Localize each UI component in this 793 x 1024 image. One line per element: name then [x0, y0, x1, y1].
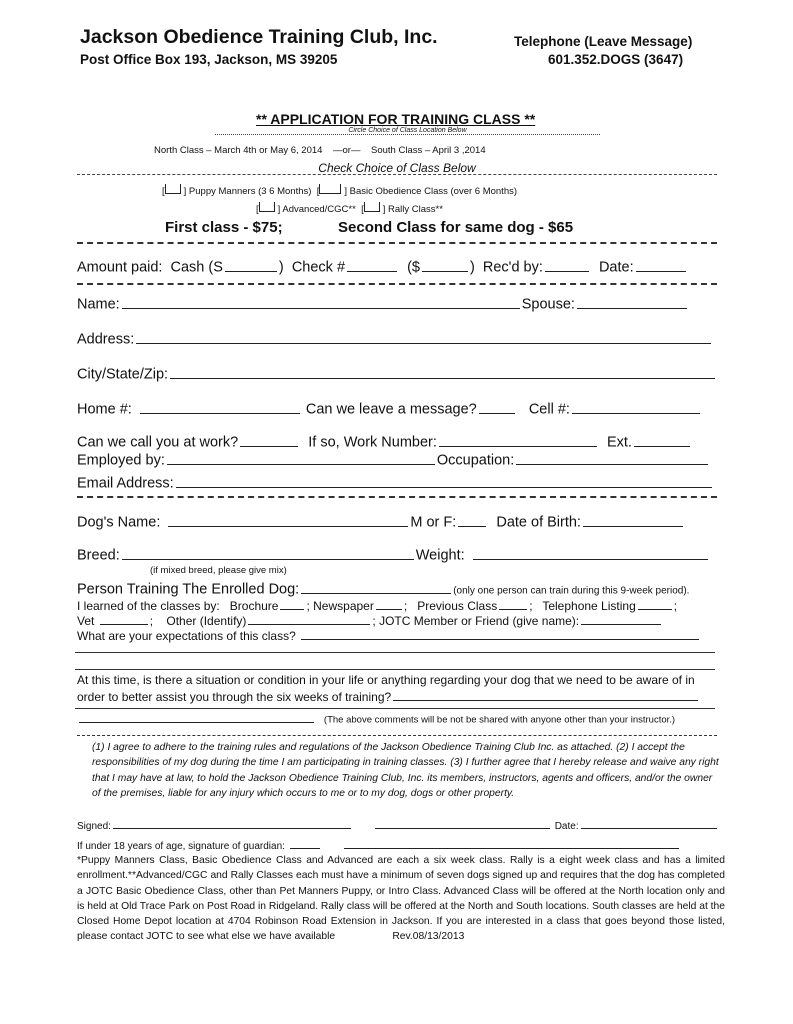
city-field[interactable]	[170, 363, 715, 379]
weight-field[interactable]	[473, 544, 708, 560]
north-class[interactable]: North Class – March 4th or May 6, 2014	[154, 145, 323, 156]
breed-label: Breed:	[77, 547, 120, 564]
cell-label: Cell #:	[528, 401, 570, 418]
org-address: Post Office Box 193, Jackson, MS 39205	[80, 52, 338, 67]
telephone-listing-field[interactable]	[638, 597, 672, 610]
class-options-row-2	[256, 202, 443, 215]
ext-label: Ext.	[606, 434, 632, 451]
guardian-signature-field[interactable]	[344, 838, 679, 849]
expectations-line-3[interactable]	[75, 669, 715, 670]
guardian-label: If under 18 years of age, signature of guardian:	[77, 841, 285, 852]
checkbox-puppy-manners[interactable]: [ ]	[162, 186, 187, 197]
trainer-label: Person Training The Enrolled Dog:	[77, 581, 300, 598]
learned-label: I learned of the classes by:	[77, 599, 220, 613]
advanced-label: Advanced/CGC**	[282, 204, 356, 215]
sex-label: M or F:	[410, 514, 457, 531]
sex-field[interactable]	[458, 511, 486, 527]
email-field[interactable]	[176, 472, 712, 488]
footnote-text: *Puppy Manners Class, Basic Obedience Class and Advanced are each a six week class. Rally is a eight week class and has a limited enrollment.**Advanced/CGC and Rally Classes each must have a minimum of seven dogs signed up and requires that the dog has completed a JOTC Basic Obedience Class, other than Pet Manners Puppy, or Intro Class. Advanced Class will be offered at the North location only and is held at Old Trace Park on Post Road in Ridgeland. Rally class will be offered at the North and South locations. South classes are held at the Closed Home Depot location at 4704 Robinson Road Extension in Jackson. If you are interested in a class that goes beyond those listed, please contact JOTC to see what else we have available	[77, 855, 725, 943]
call-work-label: Can we call you at work?	[77, 434, 239, 451]
city-label: City/State/Zip:	[77, 366, 169, 383]
trainer-field[interactable]	[301, 578, 451, 594]
newspaper-field[interactable]	[376, 597, 402, 610]
email-label: Email Address:	[77, 475, 174, 492]
cell-field[interactable]	[572, 398, 700, 414]
brochure-label: Brochure	[229, 599, 279, 613]
revision-date: Rev.08/13/2013	[392, 931, 465, 943]
check-number-field[interactable]	[347, 256, 397, 272]
class-locations	[154, 145, 486, 156]
application-form: Jackson Obedience Training Club, Inc. Post Office Box 193, Jackson, MS 39205 Telephone (Leave Message) 601.352.DOGS (3647) ** APPLICATION FOR TRAINING CLASS ** Circle Choice of Class Location Below North Class – March 4th or May 6, 2014 —or— South Class – April 3 ,2014 Check Choice of Class Below [ ] Puppy Manners (3 6 Months) [ ] Basic Obedience Class (over 6 Months) [ ] Advanced/CGC** [ ] Rally Class** First class - $75; Second Class for same dog - $65 Amount paid: Cash (S ) Check # ($ ) Rec'd by: Date: Name: Spouse: Address: City/State/Zip: Home #: Can we leave a message? Cell #: Can we call you at work? If so, Work Number: Ext. Employed by: Occupation: Email Address: Dog's Name: M or F: Date of Birth: Breed: Weight: (if mixed breed, please give mix) Person Training The Enrolled Dog: (only one person can train during this 9-week period). I learned of the classes by: Brochure ; Newspaper ; Previous Class ; Telephone Listing ; Vet ; Other (Identify) ; JOTC Member or Friend (give name): What are your expectations of this class? At this time, is there a situation or condition in your life or anything regarding your dog that we need to be aware of in order to better assist you through the six weeks of training? (The above comments will be not be shared with anyone other than your instructor.) (1) I agree to adhere to the training rules and regulations of the Jackson Obedience Training Club Inc. as attached. (2) I accept the responsibilities of my dog during the time I am participating in training classes. (3) I further agree that I hereby release and waive any right that I may have at law, to hold the Jackson Obedience Training Club, Inc. its members, instructors, agents and officers, and/or the owner of the premises, liable for any injury which occurs to me or to my dog, dogs or other property. Signed: Date: If under 18 years of age, signature of guardian: *Puppy Manners Class, Basic Obedience Class and Advanced are each a six week class. Rally is a eight week class and has a limited enrollment.**Advanced/CGC and Rally Classes each must have a minimum of seven dogs signed up and requires that the dog has completed a JOTC Basic Obedience Class, other than Pet Manners Puppy, or Intro Class. Advanced Class will be offered at the North location only and is held at Old Trace Park on Post Road in Ridgeland. Rally class will be offered at the North and South locations. South classes are held at the Closed Home Depot location at 4704 Robinson Road Extension in Jackson. If you are interested in a class that goes beyond those listed, please contact JOTC to see what else we have available Rev.08/13/2013	[0, 0, 793, 1024]
previous-class-field[interactable]	[499, 597, 527, 610]
expectations-field[interactable]	[301, 627, 699, 640]
dog-name-label: Dog's Name:	[77, 514, 161, 531]
checkbox-rally[interactable]: [ ]	[361, 204, 386, 215]
check-amount-field[interactable]	[422, 256, 468, 272]
situation-question-2: order to better assist you through the six weeks of training?	[77, 690, 392, 704]
leave-message-label: Can we leave a message?	[305, 401, 477, 418]
employed-field[interactable]	[167, 449, 435, 465]
call-work-field[interactable]	[240, 431, 298, 447]
dob-label: Date of Birth:	[496, 514, 581, 531]
agreement-text: (1) I agree to adhere to the training rules and regulations of the Jackson Obedience Training Club Inc. as attached. (2) I accept the responsibilities of my dog during the time I am participating in training classes. (3) I further agree that I hereby release and waive any right that I may have at law, to hold the Jackson Obedience Training Club, Inc. its members, instructors, agents and officers, and/or the owner of the premises, liable for any injury which occurs to me or to my dog, dogs or other property.	[92, 742, 719, 799]
rally-label: Rally Class**	[388, 204, 443, 215]
dog-name-field[interactable]	[168, 511, 408, 527]
employed-label: Employed by:	[77, 452, 165, 469]
other-field[interactable]	[248, 612, 370, 625]
weight-label: Weight:	[415, 547, 465, 564]
puppy-manners-label: Puppy Manners (3 6 Months)	[188, 186, 312, 197]
address-field[interactable]	[136, 328, 711, 344]
vet-label: Vet	[77, 614, 95, 628]
phone-label: Telephone (Leave Message)	[514, 34, 693, 49]
checkbox-advanced[interactable]: [ ]	[256, 204, 281, 215]
payment-row: Amount paid: Cash (S ) Check # ($ ) Rec'd by: Date:	[77, 256, 688, 276]
dob-field[interactable]	[583, 511, 683, 527]
expectations-line-2[interactable]	[75, 652, 715, 653]
breed-field[interactable]	[122, 544, 414, 560]
situation-line-2[interactable]	[75, 708, 715, 709]
basic-obedience-label: Basic Obedience Class (over 6 Months)	[349, 186, 518, 197]
phone-number: 601.352.DOGS (3647)	[548, 52, 684, 67]
trainer-note: (only one person can train during this 9-week period).	[453, 585, 690, 597]
location-hint: Circle Choice of Class Location Below	[215, 127, 600, 135]
address-label: Address:	[77, 331, 135, 348]
member-label: JOTC Member or Friend (give name):	[379, 614, 580, 628]
name-field[interactable]	[122, 293, 520, 309]
ext-field[interactable]	[634, 431, 690, 447]
class-hint: Check Choice of Class Below	[77, 162, 717, 175]
second-class-price: Second Class for same dog - $65	[338, 219, 574, 236]
cash-label: Cash (S	[170, 259, 223, 276]
recd-by-field[interactable]	[545, 256, 589, 272]
occupation-label: Occupation:	[436, 452, 515, 469]
org-name: Jackson Obedience Training Club, Inc.	[80, 26, 438, 48]
printed-name-field[interactable]	[375, 818, 550, 829]
date-label: Date:	[598, 259, 634, 276]
class-options-row-1	[162, 184, 517, 197]
comments-note: (The above comments will be not be shared with anyone other than your instructor.)	[323, 714, 676, 726]
situation-question-1: At this time, is there a situation or condition in your life or anything regarding your dog that we need to be aware of in	[77, 673, 695, 687]
work-number-field[interactable]	[439, 431, 597, 447]
mixed-breed-note: (if mixed breed, please give mix)	[150, 565, 287, 576]
signature-date-field[interactable]	[581, 818, 717, 829]
payment-date-field[interactable]	[636, 256, 686, 272]
vet-field[interactable]	[100, 612, 148, 625]
home-field[interactable]	[140, 398, 300, 414]
spouse-label: Spouse:	[521, 296, 575, 313]
check-label: Check #	[291, 259, 346, 276]
expectations-label: What are your expectations of this class?	[77, 629, 296, 643]
situation-field[interactable]	[393, 688, 698, 701]
form-title: ** APPLICATION FOR TRAINING CLASS **	[256, 111, 536, 127]
spouse-field[interactable]	[577, 293, 687, 309]
member-field[interactable]	[581, 612, 661, 625]
footnote	[77, 853, 725, 945]
checkbox-basic-obedience[interactable]: [ ]	[316, 186, 347, 197]
name-label: Name:	[77, 296, 120, 313]
recd-by-label: Rec'd by:	[482, 259, 543, 276]
guardian-field[interactable]	[290, 838, 320, 849]
other-label: Other (Identify)	[166, 614, 247, 628]
newspaper-label: Newspaper	[313, 599, 374, 613]
leave-message-field[interactable]	[479, 398, 515, 414]
or-separator: —or—	[333, 145, 361, 156]
home-label: Home #:	[77, 401, 132, 418]
previous-class-label: Previous Class	[417, 599, 498, 613]
work-number-label: If so, Work Number:	[308, 434, 437, 451]
south-class[interactable]: South Class – April 3 ,2014	[371, 145, 486, 156]
signature-date-label: Date:	[554, 821, 579, 832]
signature-field[interactable]	[113, 818, 351, 829]
telephone-listing-label: Telephone Listing	[542, 599, 636, 613]
brochure-field[interactable]	[280, 597, 304, 610]
first-class-price: First class - $75;	[165, 219, 283, 236]
situation-line-3[interactable]	[79, 712, 314, 723]
occupation-field[interactable]	[516, 449, 708, 465]
amount-paid-label: Amount paid:	[77, 259, 163, 276]
cash-field[interactable]	[225, 256, 277, 272]
signed-label: Signed:	[77, 821, 111, 832]
